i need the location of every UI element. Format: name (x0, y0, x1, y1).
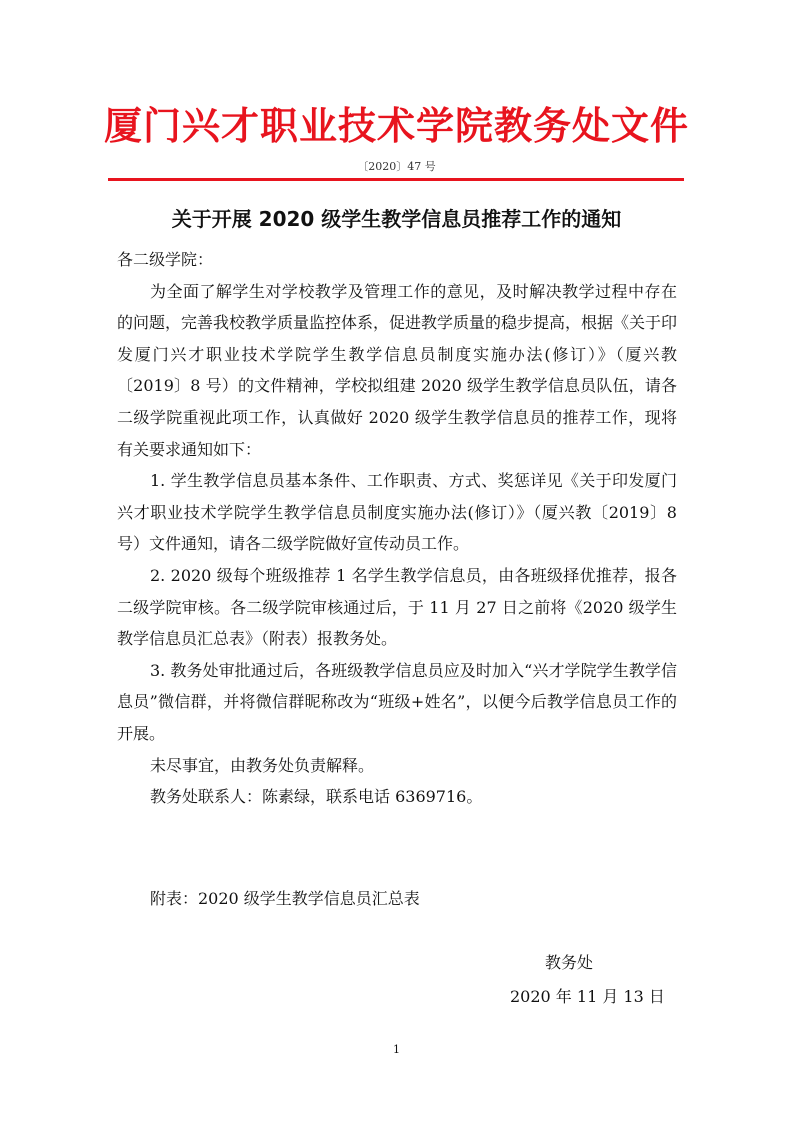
document-number: 〔2020〕47 号 (357, 160, 436, 173)
body-paragraph-intro: 为全面了解学生对学校教学及管理工作的意见，及时解决教学过程中存在的问题，完善我校教学质量监控体系，促进教学质量的稳步提高，根据《关于印发厦门兴才职业技术学院学生教学信息员制度实施办法(修订）》（厦兴教〔2019〕8 号）的文件精神，学校拟组建 2020 级学生教学信息员队伍，请各二级学院重视此项工作，认真做好 2020 级学生教学信息员的推荐工作，现将有关要求通知如下： (117, 281, 678, 459)
masthead-title: 厦门兴才职业技术学院教务处文件 (103, 103, 689, 148)
signature-date: 2020 年 11 月 13 日 (510, 987, 665, 1006)
signature-org: 教务处 (545, 953, 594, 972)
salutation: 各二级学院： (117, 250, 214, 269)
page-number: 1 (393, 1043, 400, 1056)
notice-body (117, 244, 677, 813)
attachment-note: 附表：2020 级学生教学信息员汇总表 (150, 889, 420, 908)
red-divider-line (108, 178, 684, 181)
body-paragraph-closing: 未尽事宜，由教务处负责解释。 (150, 755, 375, 775)
body-paragraph-contact: 教务处联系人：陈素绿，联系电话 6369716。 (150, 787, 483, 807)
body-paragraph-item-1: 1. 学生教学信息员基本条件、工作职责、方式、奖惩详见《关于印发厦门兴才职业技术学院学生教学信息员制度实施办法(修订）》（厦兴教〔2019〕8 号）文件通知，请各二级学院做好宣传动员工作。 (117, 471, 677, 554)
body-paragraph-item-2: 2. 2020 级每个班级推荐 1 名学生教学信息员，由各班级择优推荐，报各二级学院审核。各二级学院审核通过后，于 11 月 27 日之前将《2020 级学生教学信息员汇总表》（附表）报教务处。 (117, 565, 677, 649)
notice-title: 关于开展 2020 级学生教学信息员推荐工作的通知 (171, 207, 622, 231)
body-paragraph-item-3: 3. 教务处审批通过后，各班级教学信息员应及时加入“兴才学院学生教学信息员”微信群，并将微信群昵称改为“班级+姓名”，以便今后教学信息员工作的开展。 (117, 660, 677, 743)
